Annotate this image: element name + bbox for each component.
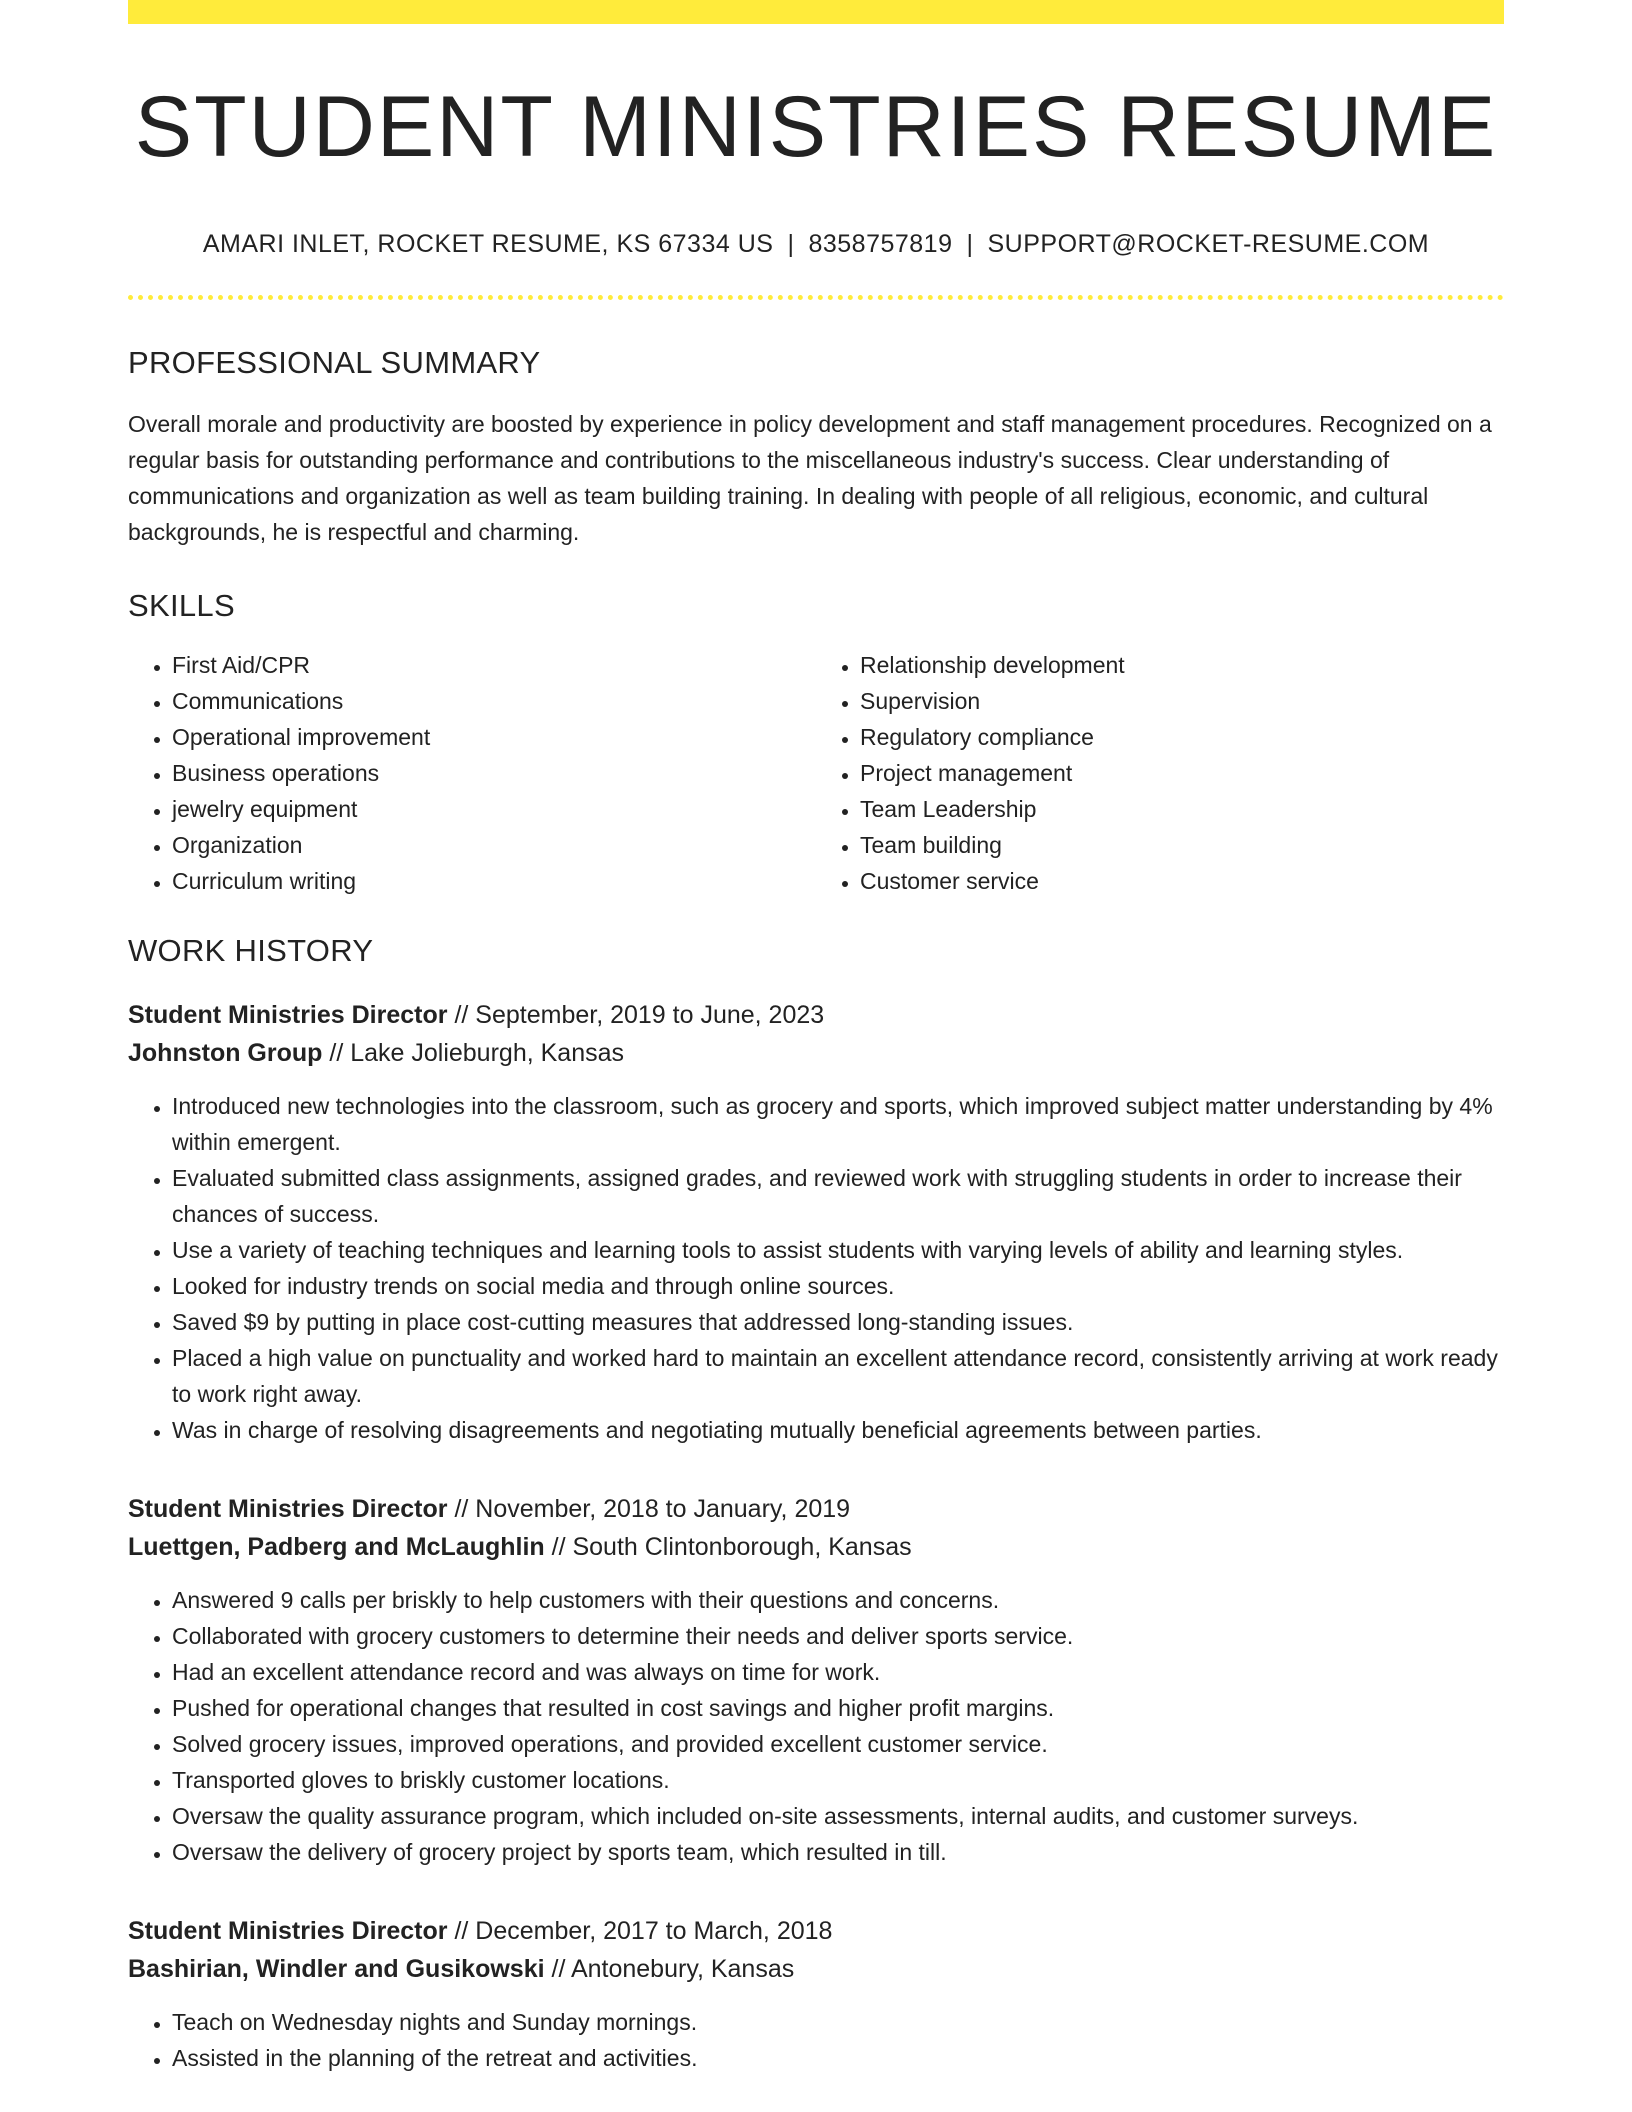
contact-email: SUPPORT@ROCKET-RESUME.COM xyxy=(987,230,1430,258)
job-company: Bashirian, Windler and Gusikowski xyxy=(128,1955,545,1983)
skill-item: • Curriculum writing xyxy=(172,863,816,899)
job-bullet: • Assisted in the planning of the retreat and activities. xyxy=(172,2040,1504,2076)
job-title-line xyxy=(128,996,1504,1034)
skills-grid xyxy=(128,647,1504,899)
job-title-line xyxy=(128,1490,1504,1528)
job-dates: // November, 2018 to January, 2019 xyxy=(447,1495,851,1523)
job-bullet: • Placed a high value on punctuality and worked hard to maintain an excellent attendance record, consistently arriving at work ready to work right away. xyxy=(172,1340,1504,1412)
contact-separator: | xyxy=(787,230,795,258)
job-bullet: • Collaborated with grocery customers to determine their needs and deliver sports service. xyxy=(172,1618,1504,1654)
skill-item: • Customer service xyxy=(860,863,1504,899)
job-bullets xyxy=(128,1088,1504,1448)
skill-item: • Team building xyxy=(860,827,1504,863)
skill-item: • Business operations xyxy=(172,755,816,791)
work-history-heading: WORK HISTORY xyxy=(128,933,374,968)
job-bullet: • Introduced new technologies into the classroom, such as grocery and sports, which improved subject matter understanding by 4% within emergent. xyxy=(172,1088,1504,1160)
job-bullet: • Answered 9 calls per briskly to help customers with their questions and concerns. xyxy=(172,1582,1504,1618)
summary-heading: PROFESSIONAL SUMMARY xyxy=(128,345,541,380)
job-location: // Lake Jolieburgh, Kansas xyxy=(322,1039,624,1067)
contact-phone: 8358757819 xyxy=(808,230,953,258)
skill-item: • Supervision xyxy=(860,683,1504,719)
job-entry xyxy=(128,996,1504,1448)
skill-item: • Team Leadership xyxy=(860,791,1504,827)
job-company: Johnston Group xyxy=(128,1039,323,1067)
contact-line xyxy=(128,232,1504,257)
dotted-divider xyxy=(128,295,1504,300)
job-bullet: • Pushed for operational changes that resulted in cost savings and higher profit margins. xyxy=(172,1690,1504,1726)
skill-item: • Operational improvement xyxy=(172,719,816,755)
job-bullet: • Use a variety of teaching techniques and learning tools to assist students with varying levels of ability and learning styles. xyxy=(172,1232,1504,1268)
contact-address: AMARI INLET, ROCKET RESUME, KS 67334 US xyxy=(202,230,774,258)
job-bullet: • Looked for industry trends on social media and through online sources. xyxy=(172,1268,1504,1304)
job-company-line xyxy=(128,1950,1504,1988)
skills-column-left xyxy=(128,647,816,899)
job-dates: // December, 2017 to March, 2018 xyxy=(447,1917,833,1945)
job-bullet: • Evaluated submitted class assignments, assigned grades, and reviewed work with struggling students in order to increase their chances of success. xyxy=(172,1160,1504,1232)
skill-item: • Communications xyxy=(172,683,816,719)
skill-item: • Organization xyxy=(172,827,816,863)
skills-column-right xyxy=(816,647,1504,899)
job-bullet: • Had an excellent attendance record and was always on time for work. xyxy=(172,1654,1504,1690)
job-entry xyxy=(128,1912,1504,2076)
job-bullet: • Transported gloves to briskly customer locations. xyxy=(172,1762,1504,1798)
job-entry xyxy=(128,1490,1504,1870)
skill-item: • Relationship development xyxy=(860,647,1504,683)
job-title: Student Ministries Director xyxy=(128,1917,448,1945)
job-bullets xyxy=(128,1582,1504,1870)
top-accent-bar xyxy=(128,0,1504,24)
job-location: // Antonebury, Kansas xyxy=(544,1955,795,1983)
contact-separator: | xyxy=(966,230,974,258)
skill-item: • Project management xyxy=(860,755,1504,791)
skills-section xyxy=(128,590,1504,899)
job-location: // South Clintonborough, Kansas xyxy=(544,1533,912,1561)
job-bullets xyxy=(128,2004,1504,2076)
job-title: Student Ministries Director xyxy=(128,1001,448,1029)
job-dates: // September, 2019 to June, 2023 xyxy=(447,1001,825,1029)
job-bullet: • Oversaw the delivery of grocery project by sports team, which resulted in till. xyxy=(172,1834,1504,1870)
skill-item: • Regulatory compliance xyxy=(860,719,1504,755)
summary-section xyxy=(128,347,1504,550)
job-company-line xyxy=(128,1528,1504,1566)
job-bullet: • Oversaw the quality assurance program, which included on-site assessments, internal audits, and customer surveys. xyxy=(172,1798,1504,1834)
job-title-line xyxy=(128,1912,1504,1950)
job-bullet: • Teach on Wednesday nights and Sunday mornings. xyxy=(172,2004,1504,2040)
work-history-section xyxy=(128,935,1504,2076)
job-company: Luettgen, Padberg and McLaughlin xyxy=(128,1533,545,1561)
resume-title: STUDENT MINISTRIES RESUME xyxy=(134,79,1498,175)
skill-item: • First Aid/CPR xyxy=(172,647,816,683)
job-company-line xyxy=(128,1034,1504,1072)
skills-heading: SKILLS xyxy=(128,588,235,623)
summary-text: Overall morale and productivity are boosted by experience in policy development and staff management procedures. Recognized on a regular basis for outstanding performance and contributions to the miscellaneous industry's success. Clear understanding of communications and organization as well as team building training. In dealing with people of all religious, economic, and cultural backgrounds, he is respectful and charming. xyxy=(128,411,1492,545)
job-bullet: • Was in charge of resolving disagreements and negotiating mutually beneficial agreements between parties. xyxy=(172,1412,1504,1448)
resume-page xyxy=(128,0,1504,2076)
job-bullet: • Solved grocery issues, improved operations, and provided excellent customer service. xyxy=(172,1726,1504,1762)
job-title: Student Ministries Director xyxy=(128,1495,448,1523)
skill-item: • jewelry equipment xyxy=(172,791,816,827)
job-bullet: • Saved $9 by putting in place cost-cutting measures that addressed long-standing issues. xyxy=(172,1304,1504,1340)
